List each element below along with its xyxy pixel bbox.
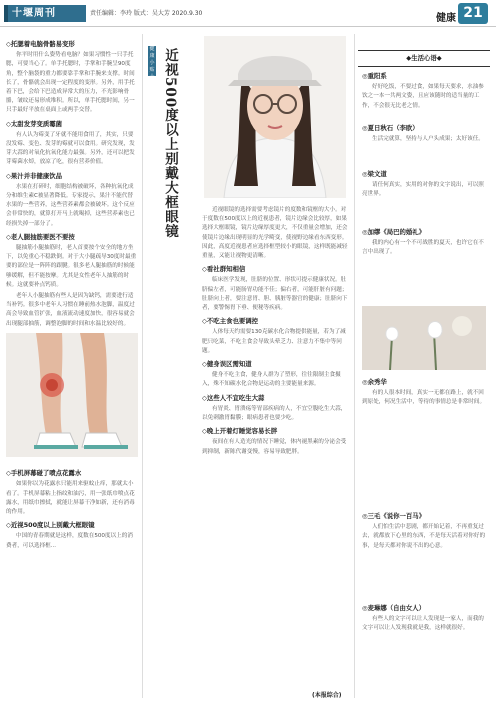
headline: ◇托腮着电脑骨骼易变形	[6, 40, 75, 48]
feature-title: 近视500度以上别戴大框眼镜	[162, 48, 178, 239]
article-body: 人体每天约需要130克碳水化合物提供能量，若为了减肥只吃菜，不吃主食会导致头晕乏力、注意力不集中等问题。	[202, 329, 346, 354]
feature-body: 近视眼镜的选择需要考虑镜片的度数和镜框的大小。对于度数在500度以上的近视患者，镜片边缘会比较厚，如果选择大框眼镜，镜片边缘厚度更大，不仅重量会增加，还会使镜片边缘出现明显的光学畸变，使视野边缘看东西变形。因此，高度近视患者应选择框型较小的眼镜，这样既能减轻重量，又能让视物更清晰。	[202, 207, 348, 260]
article-body: 健身不吃主食，健身人群为了塑形，往往限制主食摄入，殊不知碳水化合物是运动的主要能量来源。	[202, 372, 341, 388]
headline: ◎三毛《说你一百马》	[362, 512, 426, 520]
headline: ◎加缪《局巴的婚礼》	[362, 228, 426, 236]
quote-item	[362, 170, 486, 202]
quote-item	[362, 378, 486, 410]
headline: ◇手机屏幕碰了喷点花露水	[6, 469, 82, 478]
quote-item	[362, 228, 486, 260]
quote-body: 有些人的文字可以让人发现是一家人，而我的文字可以让人发现我就是我，这样就很好。	[362, 616, 484, 632]
column-divider	[354, 34, 355, 698]
quote-body: 我的内心有一个不可战胜的夏天，也许它在不言中出现了。	[362, 240, 484, 256]
quote-item	[362, 72, 486, 113]
article-body: 腿抽筋小腿抽筋时，老人首要按个安全的地方坐下，以免重心不稳跌倒。对于大小腿疏导30度时最重要的部位是一阵阵的跟腱。很多老人腿抽筋的时候能够缓解，但不能按摩。尤其是女性老年人抽筋的时候。这就要补点钙质。	[6, 245, 137, 288]
headline: ◇老人腿抽筋要医不要按	[6, 232, 75, 241]
headline: ◇近视500度以上别戴大框眼镜	[6, 521, 95, 530]
article-body: 老年人小腿抽筋有些人是因为缺钙，需要进行适当补钙。很多中老年人习惯在睡前热水泡脚，温度过高会导致血管扩张，血液流动速度加快，很容易就会出现腿部抽筋，调整泡脚的时间和水温比较好的。	[6, 293, 135, 327]
quote-body: 生活完就算，坚持与人户头成果；太好该任。	[372, 136, 484, 143]
headline: ◇不吃主食也要调控	[202, 317, 259, 326]
article-body: 临床医学发现，肚脐的位置、形状可提示健康状况。肚脐偏左者，可能肠胃功能不佳；偏右者，可能肝脏有问题；肚脐向上者，要注意胃、胆、胰脏等器官的健康；肚脐向下者，要警惕胃下垂、便秘等疾病。	[202, 277, 348, 312]
quote-body: 请任何真实，实用的对你的文字说出，可以照亮世界。	[362, 182, 484, 198]
headline: ◇这些人不宜吃生大蒜	[202, 393, 265, 402]
column-1	[6, 36, 138, 553]
editor-meta: 责任编辑：李玲 版式：吴大芳 2020.9.30	[90, 10, 203, 17]
column-3	[202, 206, 350, 459]
quote-item	[362, 604, 486, 636]
woman-with-glasses-photo	[204, 36, 346, 198]
page-header	[0, 0, 496, 27]
knee-pain-photo	[6, 333, 138, 457]
headline: ◎梁文道	[362, 170, 387, 178]
article-body: 你平时用什么姿势看电脑？如果习惯性一只手托腮，可要当心了。单手托腮时，手掌和手腕呈90度角，整个脑袋的重力都要靠手掌和手腕来支撑。时间长了，骨骼就会出现一定程度的变形。另外，用手托着下巴，会给下巴造成异常大的压力，不光影响骨骼，皱纹还易形成堆积。所以，单手托腮时间，另一只手最好平放在桌面上或两手交替。	[6, 52, 135, 114]
article-body: 中国的青春期就是这样，度数在500度以上的消费者，可以选择框...	[6, 533, 133, 549]
headline: ◇健身误区需知道	[202, 360, 252, 369]
article-body: 有胃炎、胃溃疡等胃部疾病的人，不宜空腹吃生大蒜，以免刺激胃黏膜；眼病患者也要少吃。	[202, 405, 347, 422]
headline: ◎余秀华	[362, 378, 387, 386]
article-body: 有人认为霉变了牙就不能用食用了，其实，只要没发霉、变色、发芽的霉就可以食用。研究发现，发芽大蒜的对氧化抗氧化能力最强。另外，还可以把发芽霉菌水焯，放凉了吃，很有营养价值。	[6, 131, 135, 166]
source-note: (本报综合)	[312, 692, 342, 699]
section-name: 健康	[436, 13, 456, 24]
headline: ◎麦琳娜（自由女人）	[362, 604, 426, 612]
quote-body: 有的人很本时间，真实一无都在路上，就不回到原处，何况生活中，等待的事情总是非常时间。	[362, 390, 486, 406]
headline: ◇果汁并非健康饮品	[6, 171, 63, 180]
life-quotes-title: ◆生活心语◆	[358, 50, 490, 67]
masthead: 十堰周刊	[4, 5, 86, 22]
quote-body: 人们怕生活中悲剧，都开始记着，不再重复过去，就都放下心里的东西，不是每天活着对你好的事，是每天都对你说不出的心意。	[362, 524, 486, 549]
feature-tag: 健康小贴士	[149, 46, 155, 80]
article-body: 如果你以为花露水只能用来驱蚊止痒，那就太小看了。手机屏幕粘上指纹和油污，用一张纸巾喷点花露水，用纸巾擦拭，就能让屏幕干净如新，还有消毒的作用。	[6, 481, 135, 515]
headline: ◎夏日秋石（李欧）	[362, 124, 419, 132]
article-body: 夜间在有人造光的情况下睡觉，体内褪黑素的分泌会受到抑制，新陈代谢变慢，容易导致肥胖。	[202, 439, 347, 455]
page-number: 21	[458, 3, 488, 24]
headline: ◇看社群知相信	[202, 265, 246, 274]
quote-item	[362, 124, 486, 146]
headline: ◇晚上开着灯睡觉容易长胖	[202, 427, 278, 436]
quote-body: 好好吃饭，不要过食，如果每天要求，水油参饮之一本一共两文姿，且应该随时的适当量的工作，不会很无比老之情。	[362, 84, 484, 109]
quote-item	[362, 512, 486, 553]
headline: ◎重阳系	[362, 72, 387, 80]
article-body: 水果在打碎时，细胞结构被破坏，各种抗氧化成分和维生素C被显著降低。专家提示，果汁不能代替水果的一些营养，这些营养素都会被破坏。这个反应会非常快的，就算打开马上就喝掉，这些营养素也已经损失掉一部分了。	[6, 183, 135, 227]
flower-photo	[362, 306, 486, 370]
column-divider	[142, 34, 143, 698]
headline: ◇太甜发芽变质霉菌	[6, 119, 63, 128]
